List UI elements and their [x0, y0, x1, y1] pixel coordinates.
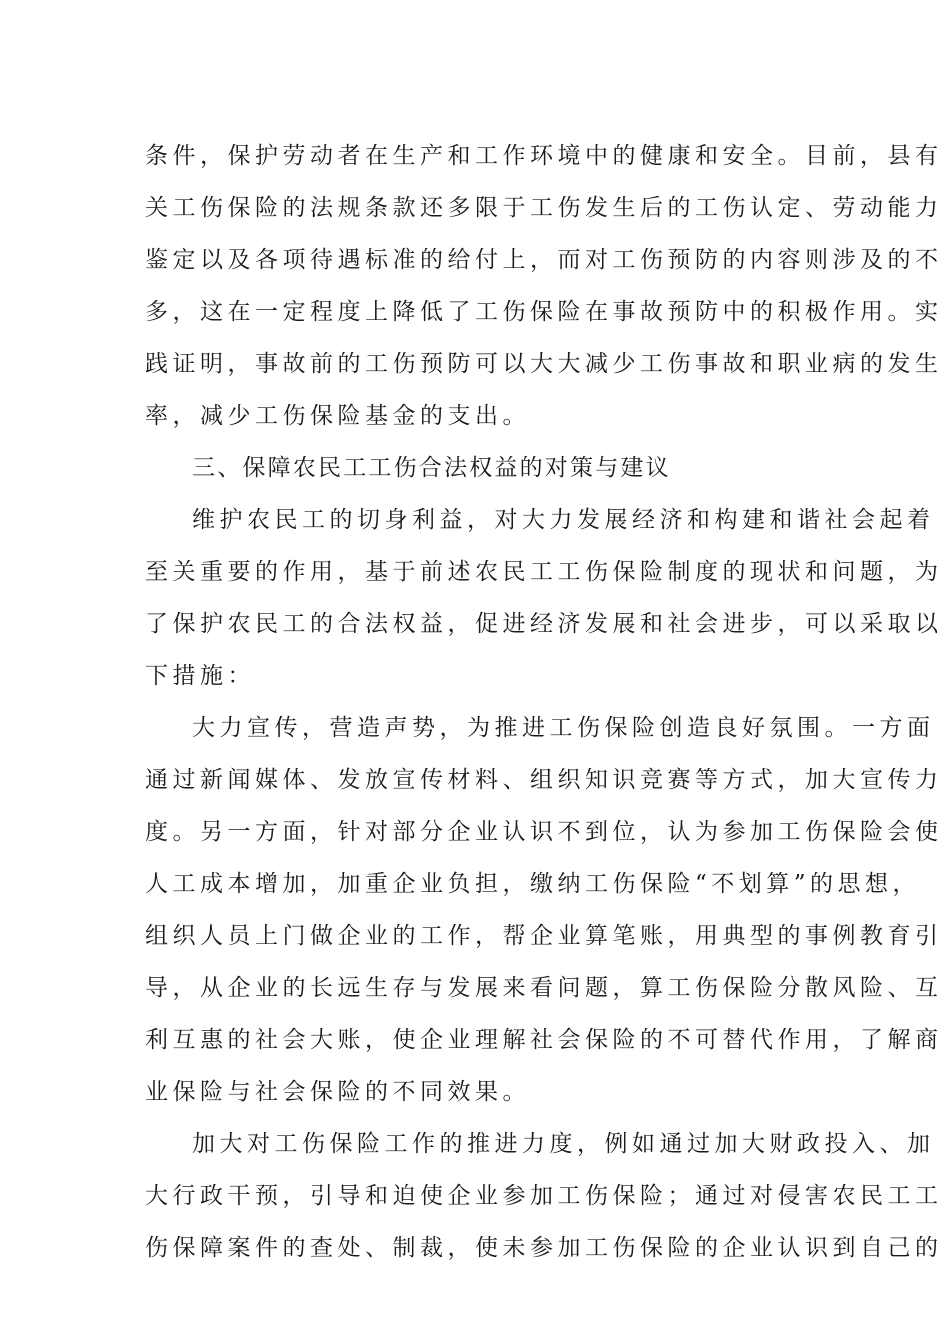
text-line: 度。另一方面，针对部分企业认识不到位，认为参加工伤保险会使: [145, 819, 943, 845]
text-line: 业保险与社会保险的不同效果。: [145, 1079, 530, 1105]
text-line: 导，从企业的长远生存与发展来看问题，算工伤保险分散风险、互: [145, 975, 943, 1001]
text-line: 鉴定以及各项待遇标准的给付上，而对工伤预防的内容则涉及的不: [145, 247, 943, 273]
text-line: 下措施：: [145, 663, 255, 689]
text-line: 大行政干预，引导和迫使企业参加工伤保险；通过对侵害农民工工: [145, 1183, 943, 1209]
paragraph-first-line: 加大对工伤保险工作的推进力度，例如通过加大财政投入、加: [192, 1131, 935, 1157]
text-line: 伤保障案件的查处、制裁，使未参加工伤保险的企业认识到自己的: [145, 1235, 943, 1261]
text-line: 率，减少工伤保险基金的支出。: [145, 403, 530, 429]
text-line: 组织人员上门做企业的工作，帮企业算笔账，用典型的事例教育引: [145, 923, 943, 949]
text-line: 践证明，事故前的工伤预防可以大大减少工伤事故和职业病的发生: [145, 351, 943, 377]
paragraph-first-line: 维护农民工的切身利益，对大力发展经济和构建和谐社会起着: [192, 507, 935, 533]
text-line: 了保护农民工的合法权益，促进经济发展和社会进步，可以采取以: [145, 611, 943, 637]
text-line: 关工伤保险的法规条款还多限于工伤发生后的工伤认定、劳动能力: [145, 195, 943, 221]
document-body: [145, 130, 943, 1274]
text-line: 利互惠的社会大账，使企业理解社会保险的不可替代作用，了解商: [145, 1027, 943, 1053]
text-line: 人工成本增加，加重企业负担，缴纳工伤保险“不划算”的思想，: [145, 871, 921, 897]
section-heading: 三、保障农民工工伤合法权益的对策与建议: [192, 455, 671, 481]
text-line: 多，这在一定程度上降低了工伤保险在事故预防中的积极作用。实: [145, 299, 943, 325]
text-line: 至关重要的作用，基于前述农民工工伤保险制度的现状和问题，为: [145, 559, 943, 585]
text-line: 条件，保护劳动者在生产和工作环境中的健康和安全。目前，县有: [145, 143, 943, 169]
paragraph-first-line: 大力宣传，营造声势，为推进工伤保险创造良好氛围。一方面: [192, 715, 935, 741]
text-line: 通过新闻媒体、发放宣传材料、组织知识竞赛等方式，加大宣传力: [145, 767, 943, 793]
